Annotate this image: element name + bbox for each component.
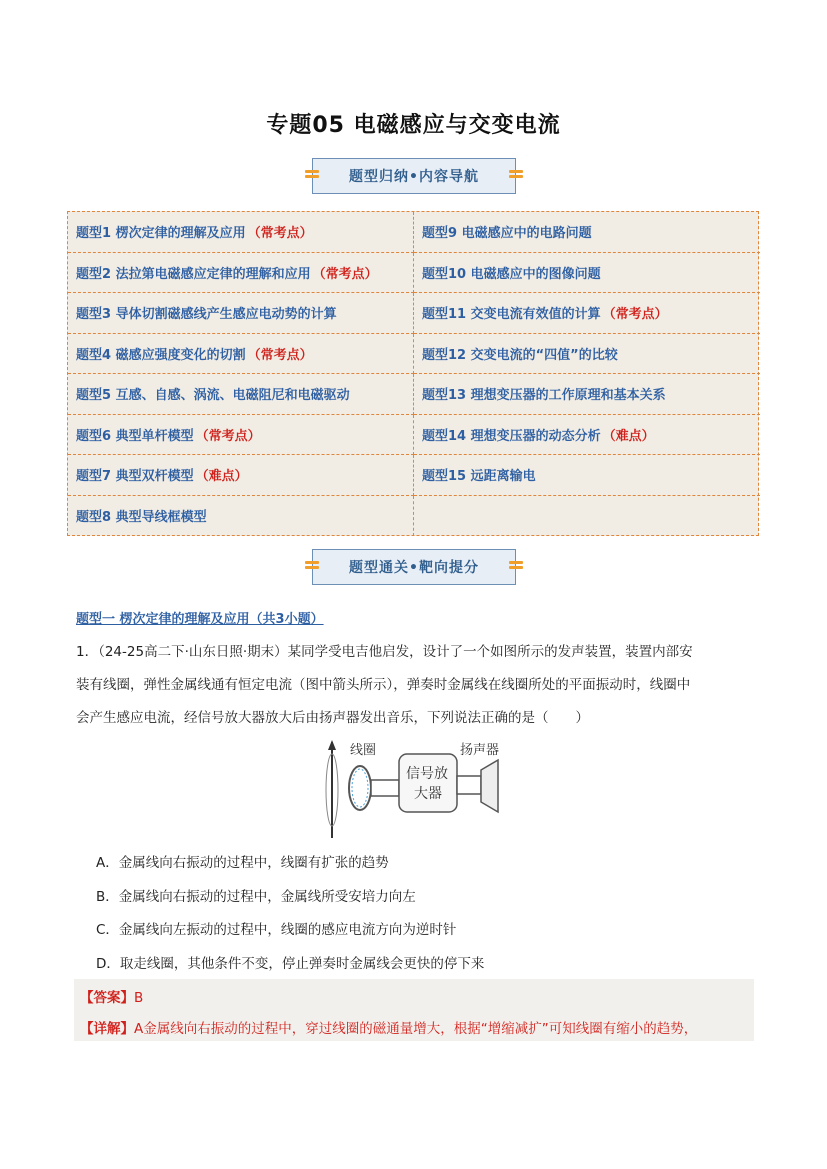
topic-nav-label: 题型13 理想变压器的工作原理和基本关系 (422, 388, 666, 404)
amplifier-label: 大器 (414, 786, 442, 802)
topic-navigation-table (67, 211, 759, 536)
decoration-bars-icon (509, 168, 523, 182)
page-title: 专题05 电磁感应与交变电流 (266, 113, 561, 138)
coil-connector (371, 780, 399, 796)
coil-label: 线圈 (350, 743, 377, 758)
topic-nav-tag: （常考点） (602, 307, 668, 323)
question-line: 会产生感应电流，经信号放大器放大后由扬声器发出音乐，下列说法正确的是（ ） (76, 710, 589, 726)
answer-box (74, 979, 754, 1041)
topic-nav-item[interactable] (68, 334, 414, 375)
topic-nav-item[interactable] (68, 293, 414, 334)
detail-text: A金属线向右振动的过程中，穿过线圈的磁通量增大，根据“增缩减扩”可知线圈有缩小的趋势， (134, 1021, 698, 1037)
topic-nav-item[interactable] (414, 374, 760, 415)
topic-nav-label: 题型12 交变电流的“四值”的比较 (422, 347, 618, 363)
topic-nav-label: 题型2 法拉第电磁感应定律的理解和应用 (76, 266, 311, 282)
topic-nav-label: 题型5 互感、自感、涡流、电磁阻尼和电磁驱动 (76, 388, 350, 404)
topic-nav-item[interactable] (68, 374, 414, 415)
topic-nav-tag: （常考点） (195, 428, 261, 444)
topic-nav-item[interactable] (68, 496, 414, 537)
section-banner-navigation (312, 158, 516, 194)
banner-label: 题型通关•靶向提分 (349, 560, 479, 576)
current-arrow-icon (328, 740, 336, 750)
answer-label: 【答案】 (80, 990, 134, 1006)
decoration-bars-icon (305, 168, 319, 182)
topic-nav-label: 题型8 典型导线框模型 (76, 510, 207, 526)
decoration-bars-icon (305, 559, 319, 573)
topic-nav-item[interactable] (414, 496, 760, 537)
section-banner-practice (312, 549, 516, 585)
topic-nav-item[interactable] (414, 455, 760, 496)
question-line: 1．（24-25高二下·山东日照·期末）某同学受电吉他启发，设计了一个如图所示的发声装置，装置内部安 (76, 644, 693, 660)
topic-nav-item[interactable] (68, 253, 414, 294)
option-a: A．金属线向右振动的过程中，线圈有扩张的趋势 (96, 855, 389, 871)
topic-nav-label: 题型9 电磁感应中的电路问题 (422, 226, 592, 242)
topic-nav-label: 题型7 典型双杆模型 (76, 469, 194, 485)
question-line: 装有线圈，弹性金属线通有恒定电流（图中箭头所示），弹奏时金属线在线圈所处的平面振动时，线圈中 (76, 677, 691, 693)
topic-nav-item[interactable] (68, 455, 414, 496)
topic-nav-label: 题型14 理想变压器的动态分析 (422, 428, 601, 444)
option-c: C．金属线向左振动的过程中，线圈的感应电流方向为逆时针 (96, 922, 457, 938)
topic-nav-label: 题型11 交变电流有效值的计算 (422, 307, 601, 323)
topic-nav-label: 题型4 磁感应强度变化的切割 (76, 347, 246, 363)
option-b: B．金属线向右振动的过程中，金属线所受安培力向左 (96, 889, 416, 905)
topic-nav-item[interactable] (414, 293, 760, 334)
topic-nav-tag: （常考点） (312, 266, 378, 282)
topic-nav-label: 题型15 远距离输电 (422, 469, 536, 485)
topic-nav-item[interactable] (414, 253, 760, 294)
topic-nav-label: 题型3 导体切割磁感线产生感应电动势的计算 (76, 307, 337, 323)
option-d: D．取走线圈，其他条件不变，停止弹奏时金属线会更快的停下来 (96, 956, 485, 972)
topic-nav-item[interactable] (68, 212, 414, 253)
topic-nav-tag: （难点） (195, 469, 248, 485)
speaker-connector (457, 776, 481, 794)
amplifier-label: 信号放 (406, 766, 448, 782)
speaker-label: 扬声器 (460, 743, 500, 758)
topic-nav-item[interactable] (414, 334, 760, 375)
answer-value: B (134, 990, 144, 1006)
topic-nav-label: 题型6 典型单杆模型 (76, 428, 194, 444)
topic-nav-label: 题型10 电磁感应中的图像问题 (422, 266, 601, 282)
amplifier-box (399, 754, 457, 812)
topic-nav-item[interactable] (68, 415, 414, 456)
apparatus-diagram (320, 740, 510, 840)
apparatus-figure (320, 740, 510, 840)
speaker-icon (481, 760, 498, 812)
topic-nav-item[interactable] (414, 212, 760, 253)
answer-line (80, 986, 143, 1006)
detail-label: 【详解】 (80, 1021, 134, 1037)
topic-nav-label: 题型1 楞次定律的理解及应用 (76, 226, 246, 242)
topic-nav-tag: （常考点） (247, 226, 313, 242)
topic-nav-tag: （常考点） (247, 347, 313, 363)
topic-nav-item[interactable] (414, 415, 760, 456)
topic-nav-tag: （难点） (602, 428, 655, 444)
detail-line (80, 1017, 697, 1037)
section-heading: 题型一 楞次定律的理解及应用（共3小题） (76, 612, 324, 627)
banner-label: 题型归纳•内容导航 (349, 169, 479, 185)
coil-inner-shape (352, 769, 368, 807)
decoration-bars-icon (509, 559, 523, 573)
